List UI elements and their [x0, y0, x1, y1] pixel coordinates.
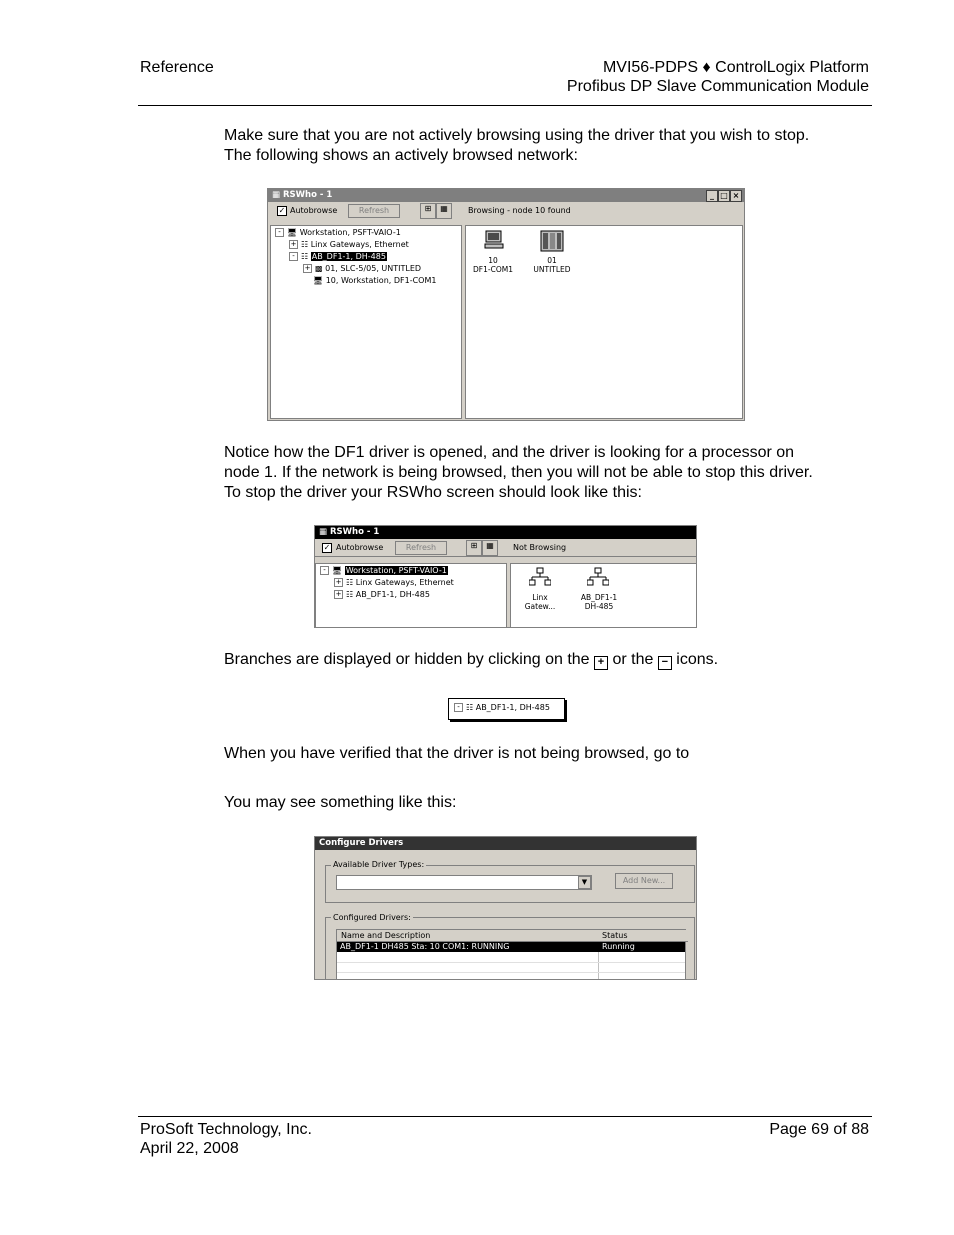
network-icon[interactable]	[587, 567, 609, 587]
browse-status: Browsing - node 10 found	[468, 206, 571, 215]
tree-item-workstation[interactable]	[320, 566, 448, 576]
computer-icon: 🖥	[313, 276, 324, 285]
collapse-icon[interactable]: -	[320, 566, 329, 575]
tree-item-label: AB_DF1-1, DH-485	[311, 252, 386, 261]
tree-item-slc[interactable]	[303, 264, 421, 274]
autobrowse-checkbox[interactable]: ✓	[278, 206, 286, 215]
network-icon: ▦	[272, 190, 281, 200]
maximize-button[interactable]: □	[718, 190, 730, 202]
rswho-window-not-browsing	[314, 525, 697, 628]
tree-item-label: Linx Gateways, Ethernet	[310, 240, 409, 249]
paragraph-3-text: Branches are displayed or hidden by clicking on the	[224, 651, 590, 668]
header-rule	[138, 105, 872, 106]
available-driver-label: Available Driver Types:	[333, 860, 425, 869]
network-icon: ☷	[346, 590, 354, 599]
column-divider	[598, 952, 599, 980]
footer-rule	[138, 1116, 872, 1117]
network-icon[interactable]	[529, 567, 551, 587]
node-name: AB_DF1-1	[580, 593, 618, 602]
node-label	[573, 593, 625, 611]
paragraph-3-text: or the	[612, 651, 654, 668]
collapse-icon[interactable]: -	[275, 228, 284, 237]
expand-icon[interactable]: +	[335, 590, 342, 598]
autobrowse-label: Autobrowse	[336, 543, 384, 552]
network-icon: ☷	[346, 578, 354, 587]
configured-drivers-label: Configured Drivers:	[333, 913, 411, 922]
refresh-button[interactable]: Refresh	[348, 204, 400, 218]
driver-type-select[interactable]	[336, 875, 592, 890]
tree-pane[interactable]	[315, 563, 507, 628]
driver-status-cell: Running	[602, 942, 635, 951]
computer-icon: 🖥	[287, 228, 298, 237]
tree-node-snippet	[448, 698, 565, 720]
network-icon: ▦	[319, 527, 328, 537]
tree-item-workstation[interactable]	[275, 228, 401, 238]
add-new-button[interactable]: Add New...	[615, 873, 673, 889]
footer-company: ProSoft Technology, Inc.	[140, 1121, 312, 1138]
footer-date: April 22, 2008	[140, 1140, 239, 1157]
tree-view-icon[interactable]: ⊞	[420, 203, 436, 219]
collapse-icon: −	[658, 656, 672, 670]
node-name: Linx	[532, 593, 548, 602]
tree-pane[interactable]	[270, 225, 462, 419]
paragraph-3-text: icons.	[676, 651, 719, 668]
window-title: RSWho - 1	[330, 527, 380, 537]
expand-icon[interactable]: +	[290, 240, 297, 248]
network-icon: ☷	[301, 252, 309, 261]
tree-view-icon[interactable]: ⊞	[466, 540, 482, 556]
tree-item-label: AB_DF1-1, DH-485	[355, 590, 430, 599]
node-label	[515, 593, 565, 611]
column-header-status[interactable]: Status	[599, 930, 688, 942]
node-name-cont: DH-485	[584, 602, 614, 611]
row-divider	[337, 962, 685, 963]
node-id: 10	[488, 256, 498, 265]
node-pane[interactable]	[465, 225, 743, 419]
node-pane[interactable]	[510, 563, 697, 628]
table-row[interactable]	[337, 942, 685, 952]
header-product-line: MVI56-PDPS ♦ ControlLogix Platform	[602, 59, 869, 76]
tree-item-linx[interactable]	[289, 240, 409, 250]
tree-item-workstation-node[interactable]	[313, 276, 436, 286]
node-name-cont: Gatew...	[524, 602, 556, 611]
header-section: Reference	[140, 59, 214, 76]
collapse-icon[interactable]: -	[289, 252, 298, 261]
list-view-icon[interactable]: ▦	[436, 203, 452, 219]
snippet-label: AB_DF1-1, DH-485	[475, 703, 550, 712]
tree-item-label: 10, Workstation, DF1-COM1	[325, 276, 437, 285]
row-divider	[337, 972, 685, 973]
tree-item-df1[interactable]	[289, 252, 387, 262]
column-header-name[interactable]: Name and Description	[337, 930, 602, 942]
paragraph-3	[224, 650, 824, 670]
toolbar	[268, 202, 744, 219]
window-title: RSWho - 1	[283, 190, 333, 200]
node-label	[468, 256, 518, 274]
expand-icon: +	[594, 656, 608, 670]
tree-item-label: 01, SLC-5/05, UNTITLED	[325, 264, 422, 273]
close-button[interactable]: ×	[730, 190, 742, 202]
paragraph-1: Make sure that you are not actively browsing using the driver that you wish to stop. The following shows an actively browsed network:	[224, 127, 810, 164]
header-module-line: Profibus DP Slave Communication Module	[566, 78, 869, 95]
footer-left	[140, 1120, 312, 1158]
autobrowse-label: Autobrowse	[290, 206, 338, 215]
node-label	[526, 256, 578, 274]
node-name: UNTITLED	[533, 265, 571, 274]
network-icon: ☷	[466, 703, 474, 712]
tree-item-linx[interactable]	[334, 578, 454, 588]
rswho-window-browsing	[267, 188, 745, 421]
computer-icon: 🖥	[332, 566, 343, 575]
expand-icon[interactable]: +	[335, 578, 342, 586]
window-titlebar	[268, 189, 744, 202]
window-titlebar	[315, 526, 696, 539]
window-titlebar	[315, 837, 696, 850]
node-id: 01	[547, 256, 557, 265]
tree-item-df1[interactable]	[334, 590, 430, 600]
chevron-down-icon[interactable]: ▼	[578, 876, 591, 889]
browse-status: Not Browsing	[513, 543, 567, 552]
minimize-button[interactable]: _	[706, 190, 718, 202]
refresh-button[interactable]: Refresh	[395, 541, 447, 555]
paragraph-4: When you have verified that the driver is not being browsed, go to	[224, 745, 690, 762]
paragraph-2: Notice how the DF1 driver is opened, and the driver is looking for a processor on node 1. If the network is being browsed, then you will not be able to stop this driver. To stop the driver your RSWho screen should look like this:	[224, 444, 813, 501]
plc-icon: ▩	[315, 264, 323, 273]
collapse-icon: -	[454, 703, 463, 712]
tree-item-label: Linx Gateways, Ethernet	[355, 578, 454, 587]
configure-drivers-window	[314, 836, 697, 980]
page-number: Page 69 of 88	[769, 1121, 869, 1138]
header-product	[567, 58, 869, 96]
node-name: DF1-COM1	[473, 265, 513, 274]
driver-name-cell: AB_DF1-1 DH485 Sta: 10 COM1: RUNNING	[340, 942, 510, 951]
list-view-icon[interactable]: ▦	[482, 540, 498, 556]
toolbar	[315, 539, 696, 557]
tree-item-label: Workstation, PSFT-VAIO-1	[345, 566, 447, 575]
window-title: Configure Drivers	[319, 838, 404, 848]
autobrowse-checkbox[interactable]: ✓	[323, 543, 331, 552]
plc-rack-icon[interactable]	[540, 229, 564, 253]
network-icon: ☷	[301, 240, 309, 249]
computer-icon[interactable]	[484, 230, 504, 248]
paragraph-5: You may see something like this:	[224, 794, 457, 811]
drivers-table[interactable]	[336, 929, 686, 980]
tree-item-label: Workstation, PSFT-VAIO-1	[299, 228, 401, 237]
expand-icon[interactable]: +	[304, 264, 311, 272]
